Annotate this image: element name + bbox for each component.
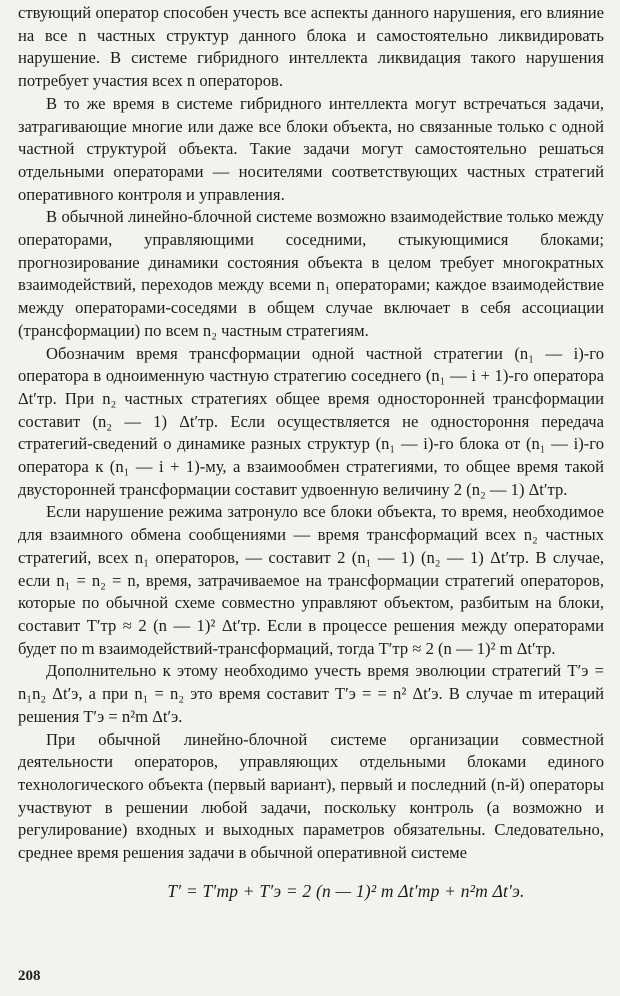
paragraph-3: В обычной линейно-блочной системе возможно взаимодействие только между операторами, управляющими соседними, стыкующимися блоками; прогнозирование динамики состояния объекта в целом требует многократных взаимодействий, переходов между всеми n₁ операторами; каждое взаимодействие между операторами-соседями в общем случае включает в себя ассоциации (трансформации) по всем n₂ частным стратегиям. xyxy=(18,207,604,340)
page-number: 208 xyxy=(18,968,41,984)
formula: T′ = T′тр + T′э = 2 (n — 1)² m Δt′тр + n²m Δt′э. xyxy=(167,880,525,901)
body-text xyxy=(18,2,604,865)
paragraph-7: При обычной линейно-блочной системе организации совместной деятельности операторов, управляющих отдельными блоками единого технологического объекта (первый вариант), первый и последний (n-й) операторы участвуют в решении любой задачи, поскольку контроль (а возможно и регулирование) входных и выходных параметров обязательны. Следовательно, среднее время решения задачи в обычной оперативной системе xyxy=(18,729,604,863)
paragraph-6: Дополнительно к этому необходимо учесть время эволюции стратегий T′э = n₁n₂ Δt′э, а при n₁ = n₂ это время составит T′э = = n² Δt′э. В случае m итераций решения T′э = n²m Δt′э. xyxy=(18,661,604,726)
paragraph-1: ствующий оператор способен учесть все аспекты данного нарушения, его влияние на все n частных структур данного блока и самостоятельно ликвидировать нарушение. В системе гибридного интеллекта ликвидация такого нарушения потребует участия всех n операторов. xyxy=(18,3,604,91)
paragraph-5: Если нарушение режима затронуло все блоки объекта, то время, необходимое для взаимного обмена сообщениями — время трансформаций всех n₂ частных стратегий, всех n₁ операторов, — составит 2 (n₁ — 1) (n₂ — 1) Δt′тр. В случае, если n₁ = n₂ = n, время, затрачиваемое на трансформации стратегий операторов, которые по обычной схеме совместно управляют объектом, разбитым на блоки, составит T′тр ≈ 2 (n — 1)² Δt′тр. Если в процессе решения между операторами будет по m взаимодействий-трансформаций, тогда T′тр ≈ 2 (n — 1)² m Δt′тр. xyxy=(18,502,604,658)
paragraph-2: В то же время в системе гибридного интеллекта могут встречаться задачи, затрагивающие многие или даже все блоки объекта, но связанные только с одной частной структурой объекта. Такие задачи могут самостоятельно решаться отдельными операторами — носителями соответствующих частных стратегий оперативного контроля и управления. xyxy=(18,93,604,204)
paragraph-4: Обозначим время трансформации одной частной стратегии (n₁ — i)-го оператора в одноименную частную стратегию соседнего (n₁ — i + 1)-го оператора Δt′тр. При n₂ частных стратегиях общее время односторонней трансформации составит (n₂ — 1) Δt′тр. Если осуществляется не одностороння передача стратегий-сведений о динамике разных структур (n₁ — i)-го блока от (n₁ — i)-го оператора к (n₁ — i + 1)-му, а взаимообмен стратегиями, то общее время такой двусторонней трансформации составит удвоенную величину 2 (n₂ — 1) Δt′тр. xyxy=(18,343,604,499)
